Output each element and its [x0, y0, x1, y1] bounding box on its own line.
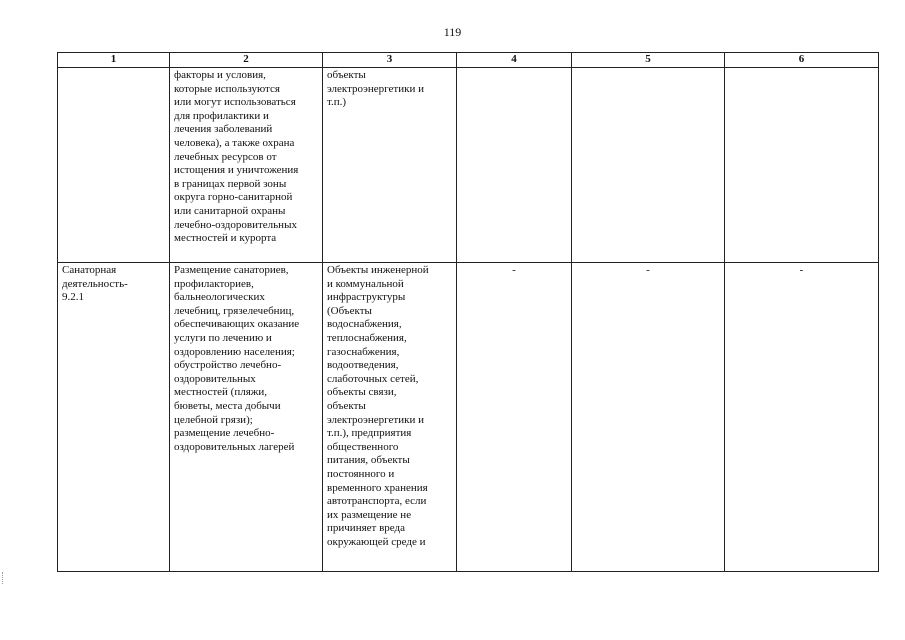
- cell-continued-col6: [725, 68, 879, 263]
- text-line: (Объекты: [327, 304, 372, 317]
- table-row-continued: [58, 68, 879, 263]
- text-line: причиняет вреда: [327, 522, 405, 535]
- text-line: временного хранения: [327, 481, 428, 494]
- cell-activity-name: [58, 263, 170, 572]
- text-line: в границах первой зоны: [174, 177, 287, 190]
- cell-continued-col5: [572, 68, 725, 263]
- text-line: факторы и условия,: [174, 69, 266, 81]
- column-header-5: 5: [572, 53, 725, 68]
- column-header-1: 1: [58, 53, 170, 68]
- text-line: округа горно-санитарной: [174, 191, 293, 204]
- text-line: или санитарной охраны: [174, 204, 286, 217]
- text-line: оздоровительных лагерей: [174, 440, 295, 453]
- text-line: постоянного и: [327, 467, 395, 480]
- text-line: профилакториев,: [174, 277, 254, 290]
- text-line: или могут использоваться: [174, 96, 296, 109]
- dash-mark: -: [799, 264, 804, 276]
- cell-col4-value: [457, 263, 572, 572]
- cell-continued-col1: [58, 68, 170, 263]
- text-line: размещение лечебно-: [174, 427, 275, 440]
- text-line: которые используются: [174, 82, 280, 95]
- cell-activity-description: [170, 263, 323, 572]
- text-line: общественного: [327, 440, 399, 453]
- text-line: целебной грязи);: [174, 413, 253, 426]
- text-line: оздоровлению населения;: [174, 345, 295, 358]
- text-line: обеспечивающих оказание: [174, 318, 300, 331]
- regulation-table: [57, 52, 879, 572]
- cell-continued-col2: [170, 68, 323, 263]
- scan-margin-mark: [2, 572, 6, 584]
- cell-continued-col3: [323, 68, 457, 263]
- text-line: электроэнергетики и: [327, 413, 424, 426]
- text-line: местностей и курорта: [174, 232, 277, 245]
- text-line: объекты связи,: [327, 386, 397, 399]
- text-line: для профилактики и: [174, 109, 269, 122]
- text-line: электроэнергетики и: [327, 82, 424, 95]
- text-line: лечебных ресурсов от: [174, 150, 277, 163]
- text-line: деятельность-: [62, 277, 128, 290]
- text-line: человека), а также охрана: [174, 136, 295, 149]
- dash-mark: -: [646, 264, 650, 276]
- text-line: Размещение санаториев,: [174, 264, 289, 276]
- text-line: истощения и уничтожения: [174, 164, 299, 177]
- text-line: объекты: [327, 399, 366, 412]
- text-line: окружающей среде и: [327, 535, 426, 548]
- cell-continued-col4: [457, 68, 572, 263]
- text-line: лечебно-оздоровительных: [174, 218, 297, 231]
- text-line: т.п.), предприятия: [327, 427, 412, 440]
- text-line: лечения заболеваний: [174, 123, 273, 136]
- text-line: их размещение не: [327, 508, 412, 521]
- header-row: [58, 53, 879, 68]
- text-line: оздоровительных: [174, 372, 256, 385]
- text-line: 9.2.1: [62, 291, 84, 304]
- column-header-2: 2: [170, 53, 323, 68]
- text-line: местностей (пляжи,: [174, 386, 268, 399]
- text-line: слаботочных сетей,: [327, 372, 419, 385]
- text-line: т.п.): [327, 96, 347, 109]
- text-line: услуги по лечению и: [174, 331, 272, 344]
- cell-col5-value: [572, 263, 725, 572]
- text-line: бальнеологических: [174, 291, 265, 304]
- text-line: и коммунальной: [327, 277, 404, 290]
- text-line: газоснабжения,: [327, 345, 400, 358]
- text-line: автотранспорта, если: [327, 495, 427, 508]
- text-line: бюветы, места добычи: [174, 399, 281, 412]
- page-number: 119: [443, 25, 462, 39]
- text-line: питания, объекты: [327, 454, 410, 467]
- text-line: обустройство лечебно-: [174, 359, 282, 372]
- text-line: Объекты инженерной: [327, 264, 429, 276]
- cell-col6-value: [725, 263, 879, 572]
- text-line: теплоснабжения,: [327, 331, 407, 344]
- text-line: объекты: [327, 69, 366, 81]
- column-header-3: 3: [323, 53, 457, 68]
- text-line: водоснабжения,: [327, 318, 402, 331]
- text-line: лечебниц, грязелечебниц,: [174, 304, 295, 317]
- cell-auxiliary-objects: [323, 263, 457, 572]
- text-line: Санаторная: [62, 264, 117, 276]
- table-row-sanatorium: [58, 263, 879, 572]
- column-header-6: 6: [725, 53, 879, 68]
- column-header-4: 4: [457, 53, 572, 68]
- text-line: инфраструктуры: [327, 291, 406, 304]
- text-line: водоотведения,: [327, 359, 399, 372]
- dash-mark: -: [512, 264, 516, 276]
